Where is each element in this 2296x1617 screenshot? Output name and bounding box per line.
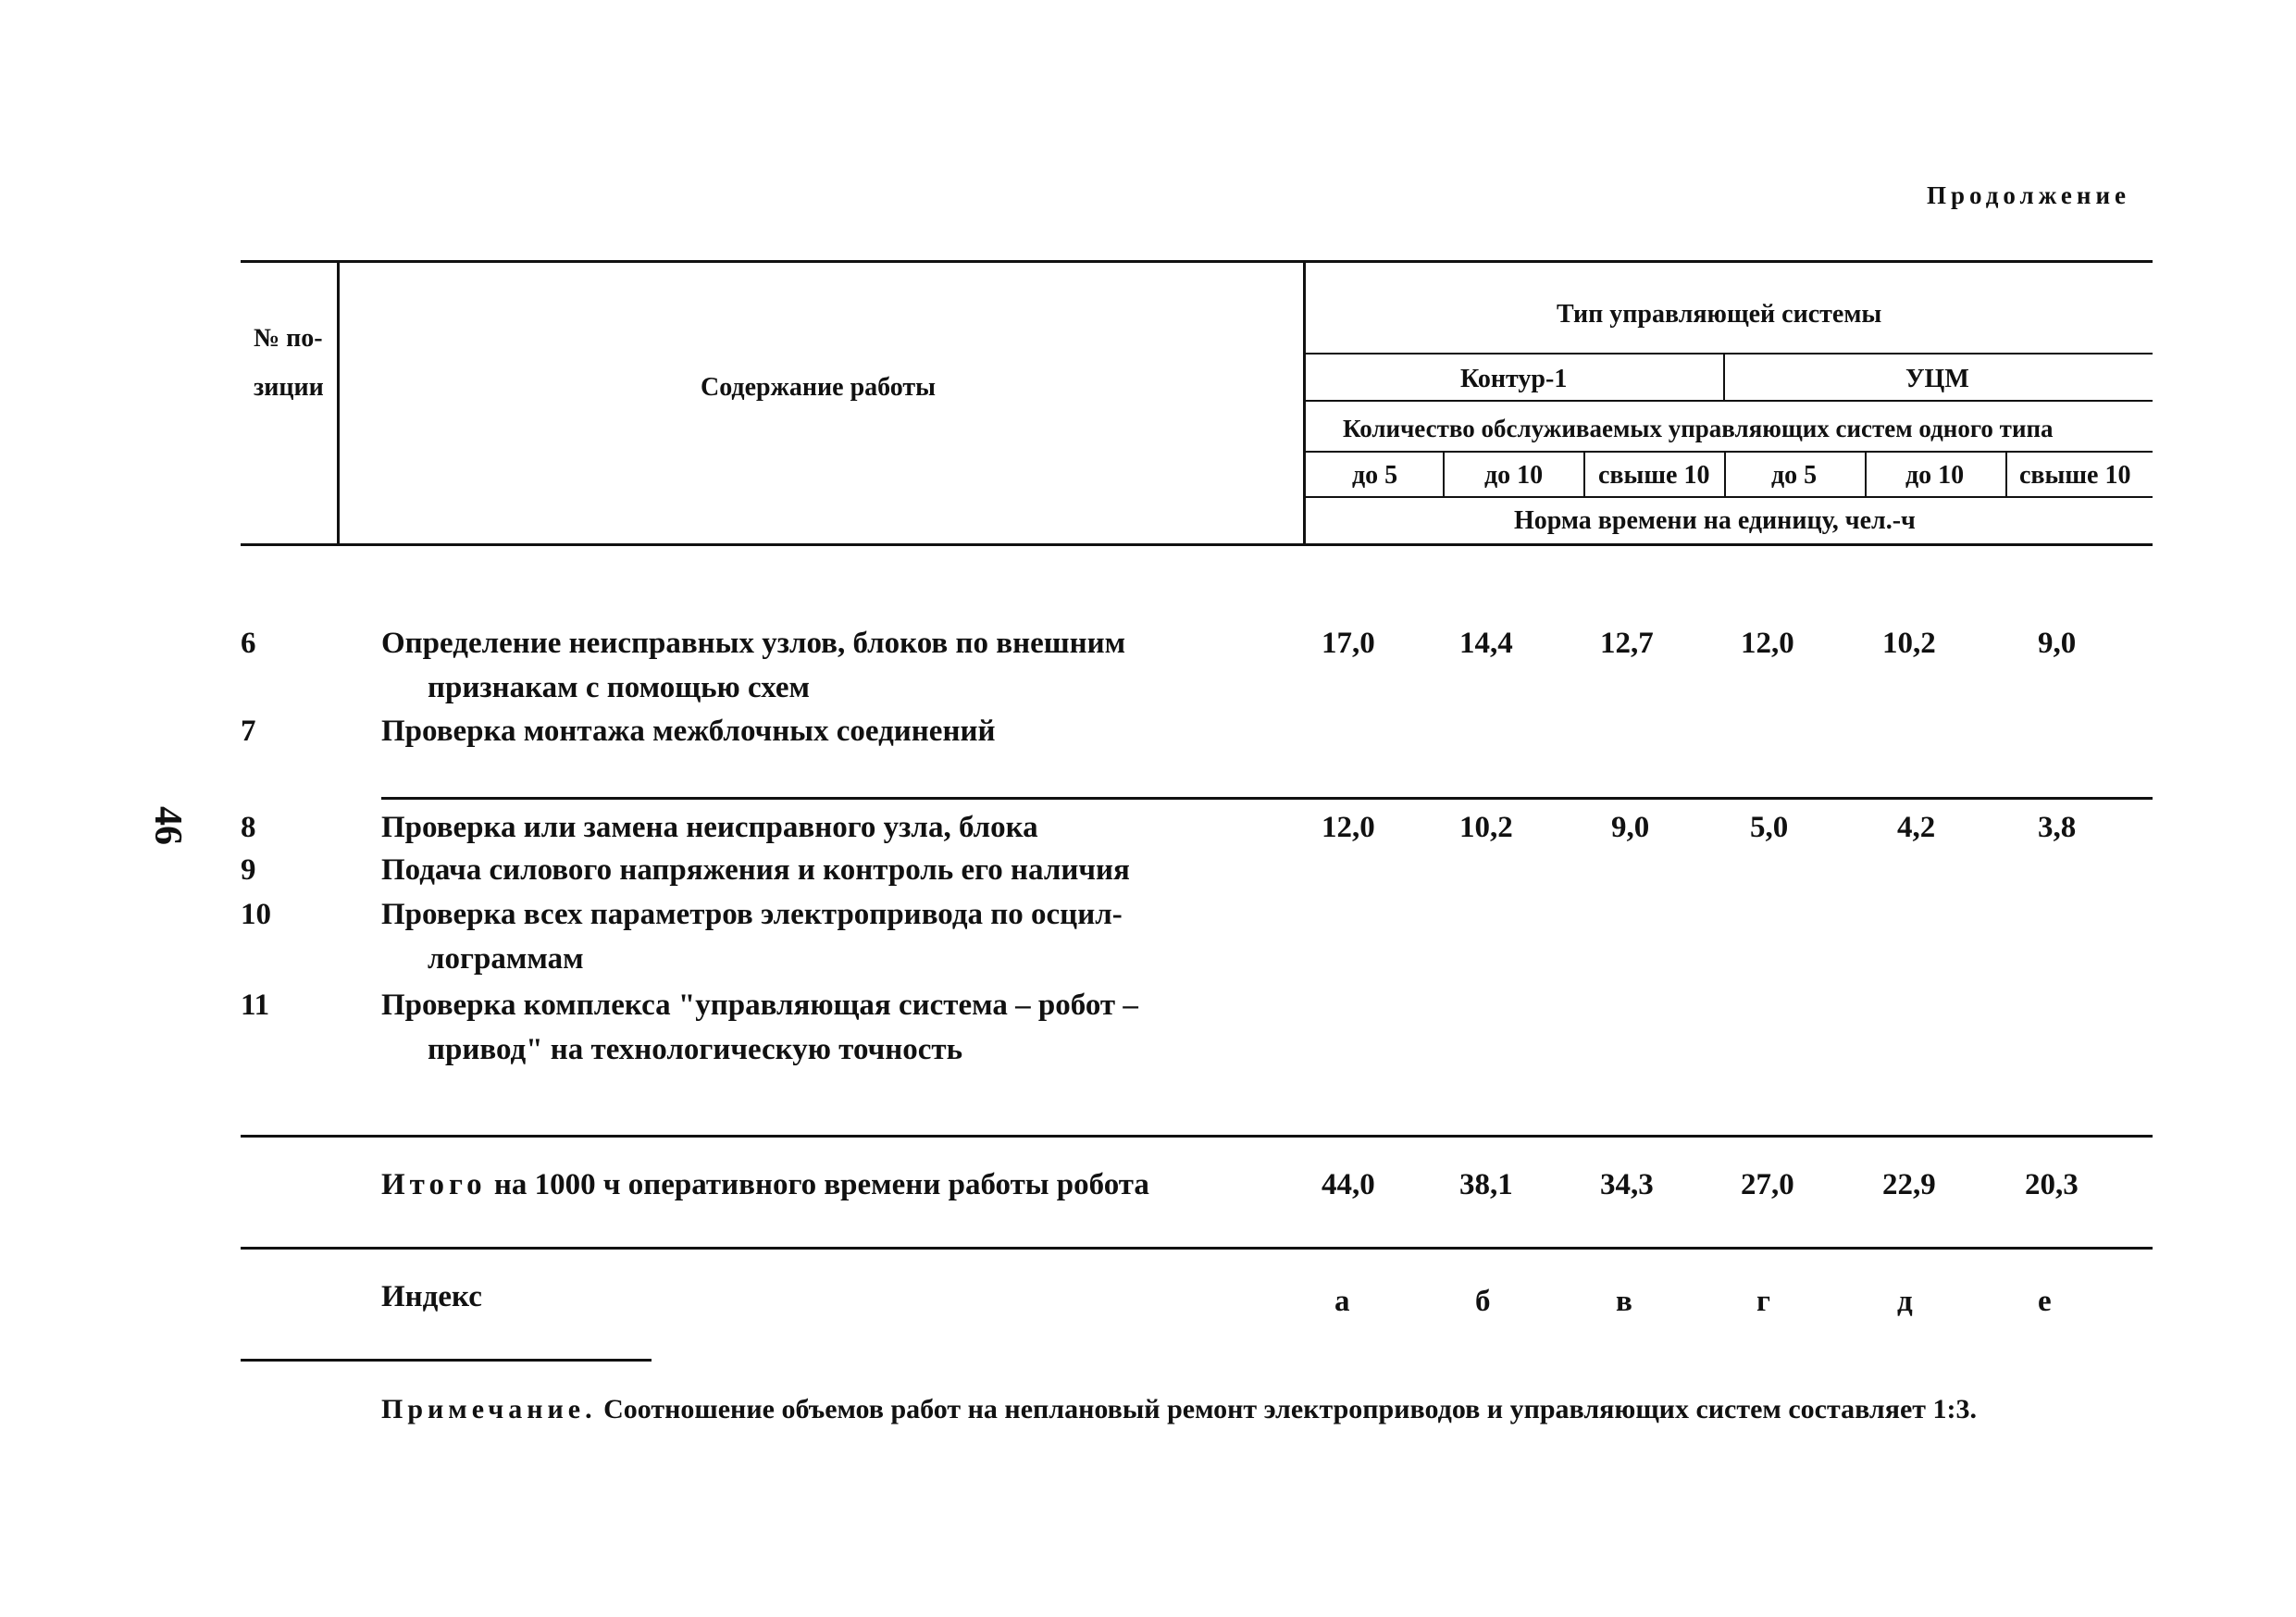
group2-value-5: 4,2 <box>1897 811 1936 844</box>
group-divider-rule <box>381 797 2153 800</box>
row-11-text-line2: привод" на технологическую точность <box>428 1033 963 1066</box>
kontur-ucm-divider <box>1723 353 1725 400</box>
row-6-text-line1: Определение неисправных узлов, блоков по внешним <box>381 627 1126 660</box>
group2-value-4: 5,0 <box>1750 811 1789 844</box>
group1-value-3: 12,7 <box>1600 627 1654 660</box>
row-11-text-line1: Проверка комплекса "управляющая система – робот – <box>381 989 1138 1022</box>
kontur-rule <box>1303 400 2153 402</box>
total-value-3: 34,3 <box>1600 1168 1654 1201</box>
index-value-b: б <box>1475 1285 1491 1318</box>
group1-value-4: 12,0 <box>1741 627 1794 660</box>
col-divider-4 <box>1865 451 1867 497</box>
col-divider-1 <box>1443 451 1445 497</box>
col-divider-5 <box>2005 451 2007 497</box>
header-divider-1 <box>337 262 340 544</box>
header-system-type: Тип управляющей системы <box>1557 300 1882 329</box>
group1-value-2: 14,4 <box>1459 627 1513 660</box>
col-divider-3 <box>1724 451 1726 497</box>
row-7-text: Проверка монтажа межблочных соединений <box>381 715 996 748</box>
group1-value-5: 10,2 <box>1882 627 1936 660</box>
total-label-spaced: Итого <box>381 1168 487 1201</box>
header-position-line2: зиции <box>254 373 324 402</box>
header-col-1: до 5 <box>1352 461 1398 490</box>
footnote <box>381 1394 1977 1425</box>
row-8-text: Проверка или замена неисправного узла, блока <box>381 811 1038 844</box>
cols-rule <box>1303 496 2153 498</box>
header-ucm: УЦМ <box>1905 365 1969 393</box>
header-divider-2 <box>1303 262 1306 544</box>
total-value-5: 22,9 <box>1882 1168 1936 1201</box>
header-kontur: Контур-1 <box>1460 365 1568 393</box>
index-value-v: в <box>1616 1285 1632 1318</box>
header-col-4: до 5 <box>1771 461 1818 490</box>
group2-value-2: 10,2 <box>1459 811 1513 844</box>
total-value-1: 44,0 <box>1322 1168 1375 1201</box>
header-col-3: свыше 10 <box>1598 461 1710 490</box>
group2-value-6: 3,8 <box>2038 811 2077 844</box>
footnote-text: Соотношение объемов работ на неплановый ремонт электроприводов и управляющих систем составляет 1:3. <box>596 1394 1977 1424</box>
row-7-number: 7 <box>241 715 256 748</box>
group2-value-3: 9,0 <box>1611 811 1650 844</box>
header-col-6: свыше 10 <box>2019 461 2131 490</box>
index-value-g: г <box>1756 1285 1770 1318</box>
row-9-number: 9 <box>241 853 256 887</box>
row-6-number: 6 <box>241 627 256 660</box>
header-content: Содержание работы <box>701 373 937 402</box>
total-label <box>381 1168 1149 1202</box>
page-number: 46 <box>146 806 189 845</box>
group2-value-1: 12,0 <box>1322 811 1375 844</box>
total-value-6: 20,3 <box>2025 1168 2079 1201</box>
continuation-label: Продолжение <box>1927 181 2130 209</box>
col-divider-2 <box>1583 451 1585 497</box>
header-norm: Норма времени на единицу, чел.-ч <box>1514 506 1916 535</box>
header-col-2: до 10 <box>1484 461 1544 490</box>
header-position-line1: № по- <box>254 324 323 353</box>
group1-value-1: 17,0 <box>1322 627 1375 660</box>
index-top-rule <box>241 1247 2153 1250</box>
total-top-rule <box>241 1135 2153 1138</box>
row-6-text-line2: признакам с помощью схем <box>428 671 811 704</box>
row-11-number: 11 <box>241 989 270 1022</box>
table-top-rule <box>241 260 2153 263</box>
total-value-2: 38,1 <box>1459 1168 1513 1201</box>
header-col-5: до 10 <box>1905 461 1965 490</box>
row-9-text: Подача силового напряжения и контроль его наличия <box>381 853 1130 887</box>
header-quantity: Количество обслуживаемых управляющих систем одного типа <box>1343 415 2054 442</box>
index-label: Индекс <box>381 1280 482 1313</box>
row-10-text-line1: Проверка всех параметров электропривода по осцил- <box>381 898 1123 931</box>
footnote-rule <box>241 1359 652 1362</box>
total-value-4: 27,0 <box>1741 1168 1794 1201</box>
row-10-number: 10 <box>241 898 271 931</box>
index-value-e: е <box>2038 1285 2052 1318</box>
row-10-text-line2: лограммам <box>428 942 584 976</box>
total-label-rest: на 1000 ч оперативного времени работы робота <box>486 1168 1149 1201</box>
group1-value-6: 9,0 <box>2038 627 2077 660</box>
header-bottom-rule <box>241 543 2153 546</box>
quantity-rule <box>1303 451 2153 453</box>
index-value-a: а <box>1334 1285 1350 1318</box>
footnote-label: Примечание. <box>381 1394 597 1424</box>
system-type-rule <box>1303 353 2153 354</box>
row-8-number: 8 <box>241 811 256 844</box>
index-value-d: д <box>1897 1285 1913 1318</box>
